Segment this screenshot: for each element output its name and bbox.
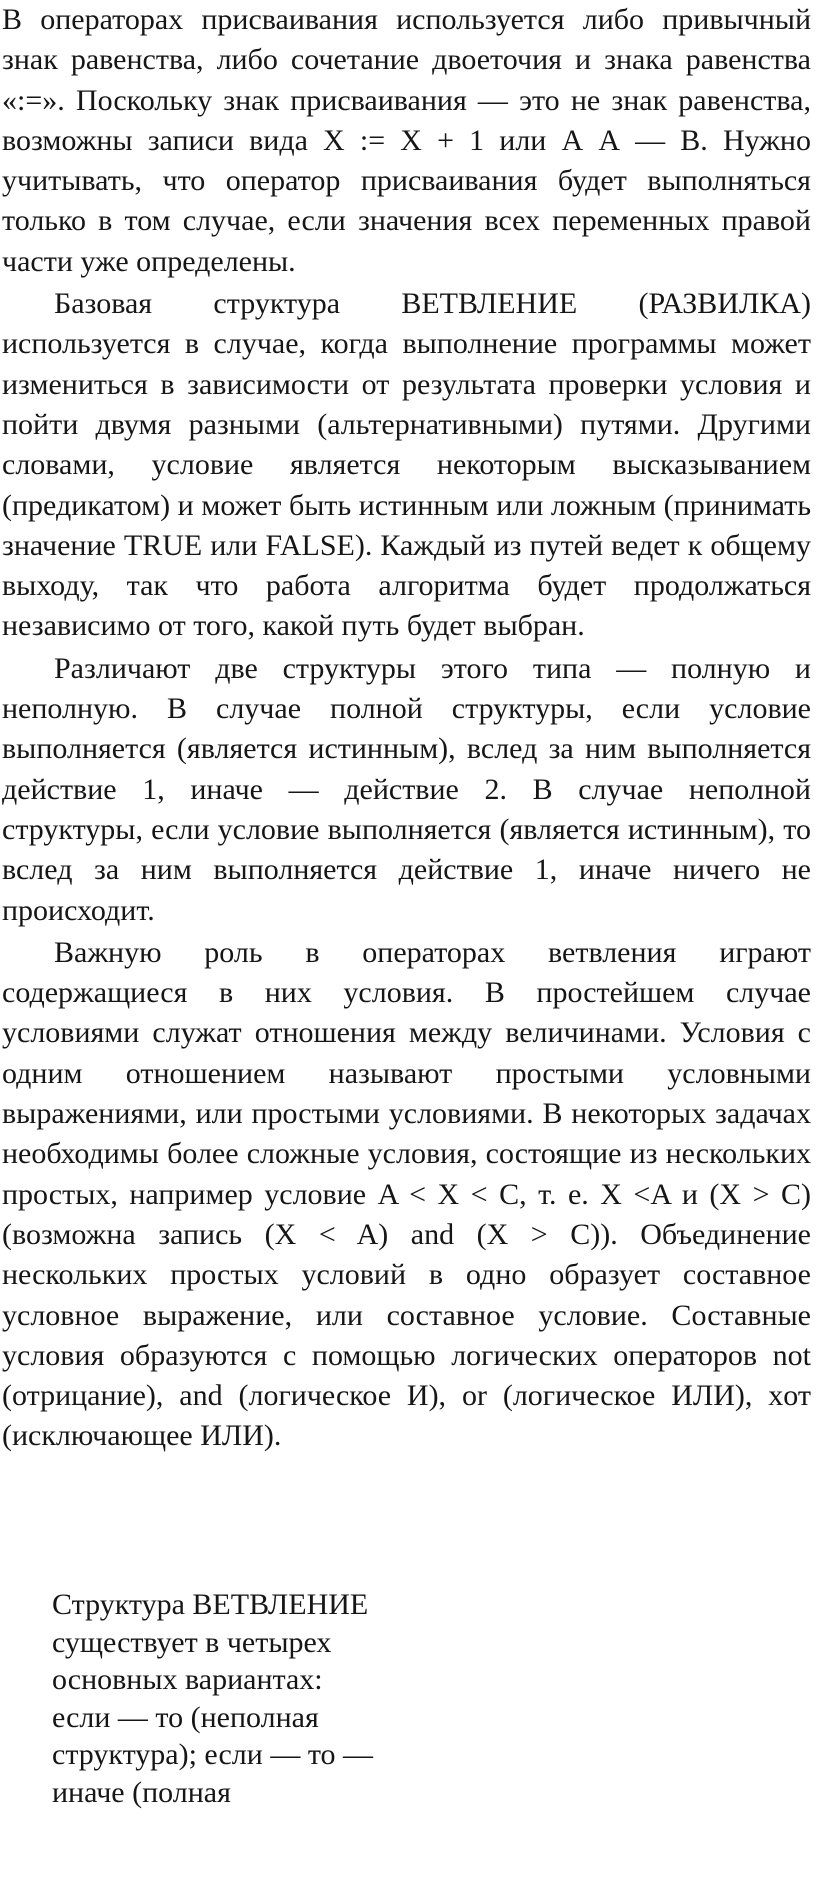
paragraph-branching-structure: Базовая структура ВЕТВЛЕНИЕ (РАЗВИЛКА) используется в случае, когда выполнение программы может измениться в зависимости от результата проверки условия и пойти двумя разными (альтернативными) путями. Другими словами, условие является некоторым высказыванием (предикатом) и может быть истинным или ложным (принимать значение TRUE или FALSE). Каждый из путей ведет к общему выходу, так что работа алгоритма будет продолжаться независимо от того, какой путь будет выбран.	[2, 287, 811, 643]
narrow-column-text	[52, 1586, 382, 1811]
body-text	[2, 0, 811, 1459]
paragraph-full-incomplete: Различают две структуры этого типа — полную и неполную. В случае полной структуры, если условие выполняется (является истинным), вслед за ним выполняется действие 1, иначе — действие 2. В случае неполной структуры, если условие выполняется (является истинным), то вслед за ним выполняется действие 1, иначе ничего не происходит.	[2, 651, 811, 927]
paragraph-assignment: В операторах присваивания используется либо привычный знак равенства, либо сочетание двоеточия и знака равенства «:=». Поскольку знак присваивания — это не знак равенства, возможны записи вида X := X + 1 или А А — В. Нужно учитывать, что оператор присваивания будет выполняться только в том случае, если значения всех переменных правой части уже определены.	[2, 3, 811, 278]
paragraph-conditions: Важную роль в операторах ветвления играют содержащиеся в них условия. В простейшем случае условиями служат отношения между величинами. Условия с одним отношением называют простыми условными выражениями, или простыми условиями. В некоторых задачах необходимы более сложные условия, состоящие из нескольких простых, например условие A < X < C, т. е. X <A и (X > C) (возможна запись (X < A) and (X > C)). Объединение нескольких простых условий в одно образует составное условное выражение, или составное условие. Составные условия образуются с помощью логических операторов not (отрицание), and (логическое И), or (логическое ИЛИ), xот (исключающее ИЛИ).	[2, 935, 811, 1453]
paragraph-branching-variants: Структура ВЕТВЛЕНИЕ существует в четырех основных вариантах: если — то (неполная структура); если — то — иначе (полная	[52, 1588, 374, 1809]
